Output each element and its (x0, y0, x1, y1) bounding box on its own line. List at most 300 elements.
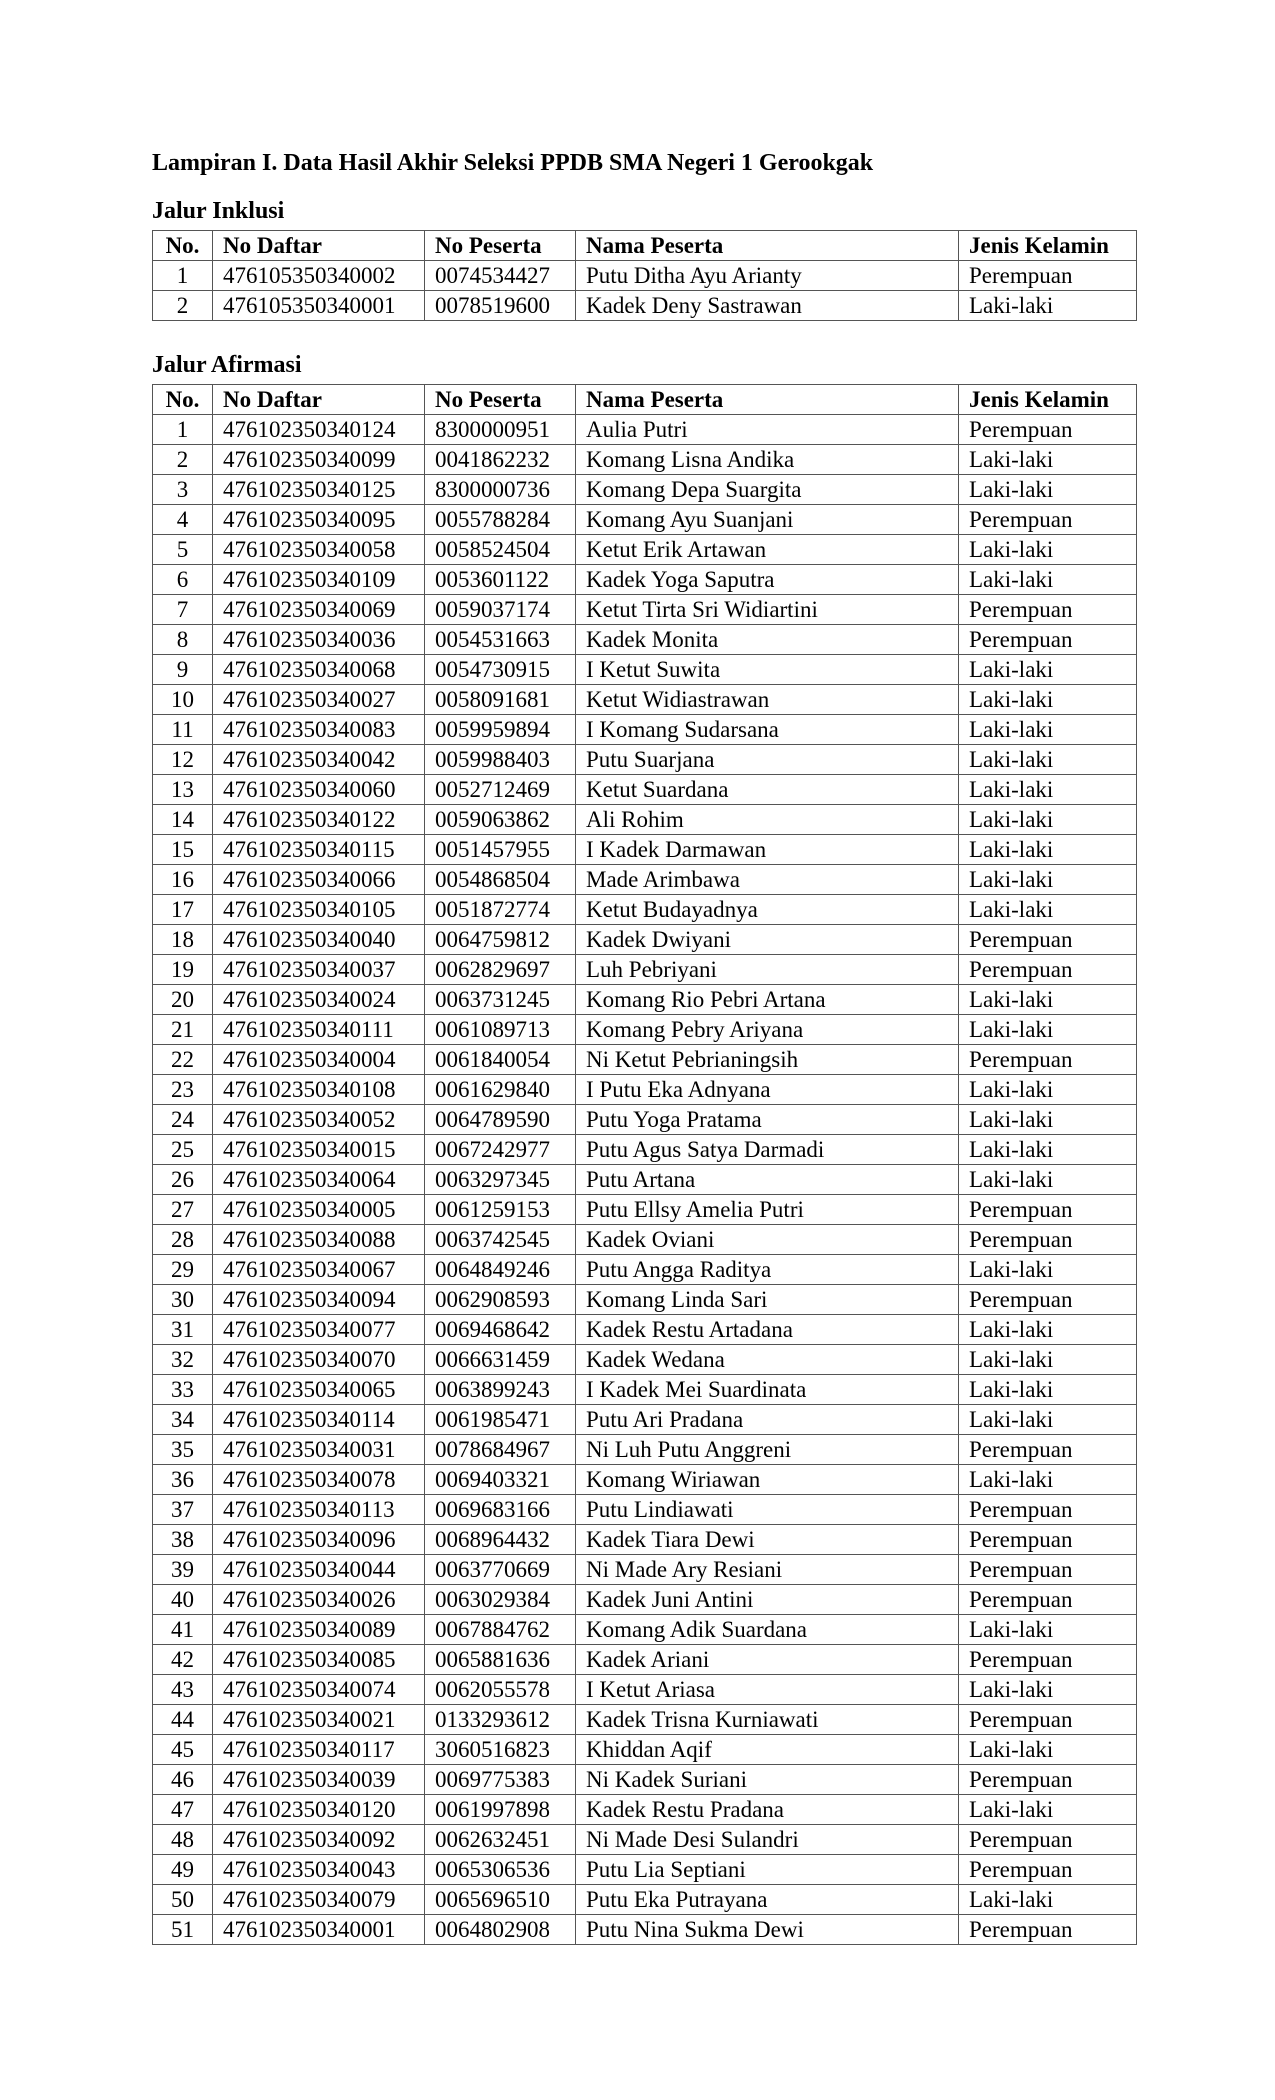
cell-nama-peserta: Kadek Juni Antini (576, 1585, 959, 1615)
cell-no-peserta: 8300000951 (425, 415, 576, 445)
table-row (153, 1585, 1137, 1615)
cell-jenis-kelamin: Laki-laki (959, 745, 1137, 775)
cell-no-peserta: 0054868504 (425, 865, 576, 895)
column-header-no-peserta: No Peserta (425, 231, 576, 261)
table-row (153, 1435, 1137, 1465)
cell-no-peserta: 0059037174 (425, 595, 576, 625)
cell-jenis-kelamin: Laki-laki (959, 291, 1137, 321)
page-title: Lampiran I. Data Hasil Akhir Seleksi PPDB SMA Negeri 1 Gerookgak (152, 150, 874, 176)
cell-jenis-kelamin: Laki-laki (959, 1165, 1137, 1195)
table-row (153, 1375, 1137, 1405)
table-row (153, 1795, 1137, 1825)
cell-nama-peserta: Kadek Dwiyani (576, 925, 959, 955)
cell-no-peserta: 0062632451 (425, 1825, 576, 1855)
cell-no-peserta: 0061259153 (425, 1195, 576, 1225)
cell-no-daftar: 476102350340074 (213, 1675, 425, 1705)
cell-no-daftar: 476102350340015 (213, 1135, 425, 1165)
cell-no-daftar: 476102350340021 (213, 1705, 425, 1735)
cell-nama-peserta: Kadek Wedana (576, 1345, 959, 1375)
column-header-nama-peserta: Nama Peserta (576, 231, 959, 261)
cell-jenis-kelamin: Laki-laki (959, 655, 1137, 685)
cell-nama-peserta: Ketut Erik Artawan (576, 535, 959, 565)
cell-no: 26 (153, 1165, 213, 1195)
cell-no-daftar: 476102350340096 (213, 1525, 425, 1555)
table-row (153, 1465, 1137, 1495)
cell-jenis-kelamin: Laki-laki (959, 1075, 1137, 1105)
cell-no: 8 (153, 625, 213, 655)
column-header-nama-peserta: Nama Peserta (576, 385, 959, 415)
cell-no-peserta: 0063742545 (425, 1225, 576, 1255)
cell-no-peserta: 0059959894 (425, 715, 576, 745)
cell-no-daftar: 476102350340108 (213, 1075, 425, 1105)
cell-nama-peserta: Kadek Trisna Kurniawati (576, 1705, 959, 1735)
cell-no-peserta: 0061840054 (425, 1045, 576, 1075)
table-row (153, 1165, 1137, 1195)
cell-no-daftar: 476102350340099 (213, 445, 425, 475)
cell-nama-peserta: Putu Lindiawati (576, 1495, 959, 1525)
cell-nama-peserta: Kadek Ariani (576, 1645, 959, 1675)
cell-no: 49 (153, 1855, 213, 1885)
cell-no-peserta: 0064759812 (425, 925, 576, 955)
cell-jenis-kelamin: Laki-laki (959, 1255, 1137, 1285)
cell-no-peserta: 0074534427 (425, 261, 576, 291)
cell-no-daftar: 476105350340001 (213, 291, 425, 321)
cell-jenis-kelamin: Laki-laki (959, 445, 1137, 475)
table-row (153, 1255, 1137, 1285)
cell-no-daftar: 476102350340005 (213, 1195, 425, 1225)
cell-nama-peserta: Putu Angga Raditya (576, 1255, 959, 1285)
cell-no-peserta: 0066631459 (425, 1345, 576, 1375)
cell-no: 51 (153, 1915, 213, 1945)
cell-no: 46 (153, 1765, 213, 1795)
cell-no-peserta: 0051457955 (425, 835, 576, 865)
cell-no-peserta: 8300000736 (425, 475, 576, 505)
cell-nama-peserta: Komang Ayu Suanjani (576, 505, 959, 535)
cell-jenis-kelamin: Laki-laki (959, 865, 1137, 895)
table-row (153, 1645, 1137, 1675)
table-row (153, 895, 1137, 925)
cell-no-daftar: 476102350340114 (213, 1405, 425, 1435)
cell-no-peserta: 3060516823 (425, 1735, 576, 1765)
cell-no-daftar: 476105350340002 (213, 261, 425, 291)
table-row (153, 715, 1137, 745)
column-header-no: No. (153, 231, 213, 261)
cell-no-peserta: 0065881636 (425, 1645, 576, 1675)
cell-no-daftar: 476102350340052 (213, 1105, 425, 1135)
cell-no-daftar: 476102350340069 (213, 595, 425, 625)
cell-nama-peserta: Luh Pebriyani (576, 955, 959, 985)
cell-no: 19 (153, 955, 213, 985)
cell-no: 11 (153, 715, 213, 745)
table-row (153, 1075, 1137, 1105)
cell-no: 50 (153, 1885, 213, 1915)
cell-nama-peserta: Kadek Deny Sastrawan (576, 291, 959, 321)
cell-nama-peserta: Aulia Putri (576, 415, 959, 445)
table-row (153, 1825, 1137, 1855)
cell-jenis-kelamin: Perempuan (959, 415, 1137, 445)
cell-no-daftar: 476102350340115 (213, 835, 425, 865)
table-header-row (153, 231, 1137, 261)
cell-no-daftar: 476102350340037 (213, 955, 425, 985)
cell-no-daftar: 476102350340036 (213, 625, 425, 655)
cell-nama-peserta: Kadek Yoga Saputra (576, 565, 959, 595)
cell-jenis-kelamin: Laki-laki (959, 685, 1137, 715)
cell-nama-peserta: Putu Nina Sukma Dewi (576, 1915, 959, 1945)
cell-nama-peserta: Putu Ari Pradana (576, 1405, 959, 1435)
cell-nama-peserta: Ni Made Ary Resiani (576, 1555, 959, 1585)
table-row (153, 1495, 1137, 1525)
cell-no: 9 (153, 655, 213, 685)
cell-no-daftar: 476102350340039 (213, 1765, 425, 1795)
cell-no-peserta: 0063731245 (425, 985, 576, 1015)
cell-jenis-kelamin: Laki-laki (959, 1105, 1137, 1135)
cell-no-daftar: 476102350340027 (213, 685, 425, 715)
cell-nama-peserta: Ketut Widiastrawan (576, 685, 959, 715)
column-header-jenis-kelamin: Jenis Kelamin (959, 385, 1137, 415)
cell-no: 40 (153, 1585, 213, 1615)
cell-no-peserta: 0051872774 (425, 895, 576, 925)
cell-no: 6 (153, 565, 213, 595)
cell-no-peserta: 0069775383 (425, 1765, 576, 1795)
cell-jenis-kelamin: Laki-laki (959, 985, 1137, 1015)
cell-jenis-kelamin: Laki-laki (959, 1315, 1137, 1345)
cell-no-peserta: 0054730915 (425, 655, 576, 685)
cell-no: 1 (153, 261, 213, 291)
cell-nama-peserta: Komang Wiriawan (576, 1465, 959, 1495)
cell-nama-peserta: Komang Pebry Ariyana (576, 1015, 959, 1045)
cell-nama-peserta: Putu Suarjana (576, 745, 959, 775)
cell-jenis-kelamin: Perempuan (959, 955, 1137, 985)
table-row (153, 925, 1137, 955)
afirmasi-table (152, 384, 1137, 1945)
cell-no-daftar: 476102350340044 (213, 1555, 425, 1585)
cell-jenis-kelamin: Perempuan (959, 1855, 1137, 1885)
cell-no: 2 (153, 291, 213, 321)
cell-jenis-kelamin: Laki-laki (959, 715, 1137, 745)
cell-jenis-kelamin: Laki-laki (959, 805, 1137, 835)
table-row (153, 1045, 1137, 1075)
table-row (153, 745, 1137, 775)
cell-no: 18 (153, 925, 213, 955)
cell-nama-peserta: Putu Ditha Ayu Arianty (576, 261, 959, 291)
cell-no: 29 (153, 1255, 213, 1285)
cell-jenis-kelamin: Laki-laki (959, 775, 1137, 805)
cell-no-peserta: 0062055578 (425, 1675, 576, 1705)
cell-nama-peserta: Kadek Monita (576, 625, 959, 655)
cell-no: 38 (153, 1525, 213, 1555)
cell-no: 21 (153, 1015, 213, 1045)
cell-jenis-kelamin: Perempuan (959, 1705, 1137, 1735)
cell-no: 27 (153, 1195, 213, 1225)
cell-no-daftar: 476102350340066 (213, 865, 425, 895)
table-row (153, 1315, 1137, 1345)
cell-no-peserta: 0063297345 (425, 1165, 576, 1195)
cell-nama-peserta: I Ketut Ariasa (576, 1675, 959, 1705)
cell-jenis-kelamin: Perempuan (959, 261, 1137, 291)
cell-no-peserta: 0067884762 (425, 1615, 576, 1645)
table-row (153, 1135, 1137, 1165)
cell-no-daftar: 476102350340111 (213, 1015, 425, 1045)
cell-no: 36 (153, 1465, 213, 1495)
cell-jenis-kelamin: Laki-laki (959, 1375, 1137, 1405)
cell-no-peserta: 0063029384 (425, 1585, 576, 1615)
cell-nama-peserta: Made Arimbawa (576, 865, 959, 895)
column-header-no: No. (153, 385, 213, 415)
cell-no-daftar: 476102350340040 (213, 925, 425, 955)
cell-nama-peserta: Komang Rio Pebri Artana (576, 985, 959, 1015)
cell-no: 43 (153, 1675, 213, 1705)
cell-no: 22 (153, 1045, 213, 1075)
table-row (153, 1915, 1137, 1945)
cell-no-peserta: 0064849246 (425, 1255, 576, 1285)
cell-no-daftar: 476102350340094 (213, 1285, 425, 1315)
cell-no: 2 (153, 445, 213, 475)
cell-jenis-kelamin: Laki-laki (959, 1735, 1137, 1765)
cell-jenis-kelamin: Laki-laki (959, 475, 1137, 505)
cell-nama-peserta: Kadek Tiara Dewi (576, 1525, 959, 1555)
cell-no: 3 (153, 475, 213, 505)
cell-jenis-kelamin: Perempuan (959, 1555, 1137, 1585)
table-row (153, 1015, 1137, 1045)
cell-no-peserta: 0078684967 (425, 1435, 576, 1465)
cell-nama-peserta: Ni Luh Putu Anggreni (576, 1435, 959, 1465)
cell-no-peserta: 0065306536 (425, 1855, 576, 1885)
cell-no-peserta: 0061985471 (425, 1405, 576, 1435)
cell-no-daftar: 476102350340125 (213, 475, 425, 505)
cell-jenis-kelamin: Perempuan (959, 1225, 1137, 1255)
cell-jenis-kelamin: Perempuan (959, 595, 1137, 625)
cell-jenis-kelamin: Perempuan (959, 925, 1137, 955)
table-row (153, 445, 1137, 475)
table-row (153, 835, 1137, 865)
cell-jenis-kelamin: Laki-laki (959, 565, 1137, 595)
cell-no: 24 (153, 1105, 213, 1135)
cell-no-daftar: 476102350340078 (213, 1465, 425, 1495)
cell-jenis-kelamin: Perempuan (959, 505, 1137, 535)
table-row (153, 595, 1137, 625)
cell-no-daftar: 476102350340092 (213, 1825, 425, 1855)
cell-no: 7 (153, 595, 213, 625)
cell-nama-peserta: Putu Yoga Pratama (576, 1105, 959, 1135)
cell-no-daftar: 476102350340088 (213, 1225, 425, 1255)
cell-jenis-kelamin: Perempuan (959, 1285, 1137, 1315)
cell-no-peserta: 0058091681 (425, 685, 576, 715)
cell-jenis-kelamin: Laki-laki (959, 1675, 1137, 1705)
cell-nama-peserta: Komang Lisna Andika (576, 445, 959, 475)
cell-no: 23 (153, 1075, 213, 1105)
cell-nama-peserta: Ketut Suardana (576, 775, 959, 805)
cell-no: 34 (153, 1405, 213, 1435)
table-row (153, 1705, 1137, 1735)
cell-no: 35 (153, 1435, 213, 1465)
cell-nama-peserta: Putu Lia Septiani (576, 1855, 959, 1885)
table-row (153, 865, 1137, 895)
cell-no: 33 (153, 1375, 213, 1405)
cell-nama-peserta: Putu Eka Putrayana (576, 1885, 959, 1915)
table-row (153, 1405, 1137, 1435)
cell-no-peserta: 0063899243 (425, 1375, 576, 1405)
cell-no-peserta: 0059988403 (425, 745, 576, 775)
cell-no-peserta: 0058524504 (425, 535, 576, 565)
table-row (153, 1525, 1137, 1555)
cell-no-daftar: 476102350340095 (213, 505, 425, 535)
column-header-jenis-kelamin: Jenis Kelamin (959, 231, 1137, 261)
cell-no-peserta: 0069403321 (425, 1465, 576, 1495)
cell-no-daftar: 476102350340085 (213, 1645, 425, 1675)
cell-no: 39 (153, 1555, 213, 1585)
table-row (153, 535, 1137, 565)
cell-jenis-kelamin: Perempuan (959, 1045, 1137, 1075)
cell-no-daftar: 476102350340026 (213, 1585, 425, 1615)
cell-jenis-kelamin: Laki-laki (959, 835, 1137, 865)
cell-no: 5 (153, 535, 213, 565)
cell-no-peserta: 0067242977 (425, 1135, 576, 1165)
cell-nama-peserta: Ketut Budayadnya (576, 895, 959, 925)
cell-nama-peserta: Ni Made Desi Sulandri (576, 1825, 959, 1855)
table-row (153, 1855, 1137, 1885)
table-row (153, 1195, 1137, 1225)
table-row (153, 261, 1137, 291)
table-row (153, 805, 1137, 835)
cell-no-daftar: 476102350340124 (213, 415, 425, 445)
cell-no-daftar: 476102350340077 (213, 1315, 425, 1345)
table-row (153, 685, 1137, 715)
cell-no-daftar: 476102350340042 (213, 745, 425, 775)
table-header-row (153, 385, 1137, 415)
cell-no-peserta: 0061629840 (425, 1075, 576, 1105)
cell-nama-peserta: Komang Depa Suargita (576, 475, 959, 505)
table-row (153, 1735, 1137, 1765)
cell-no-daftar: 476102350340070 (213, 1345, 425, 1375)
table-row (153, 1615, 1137, 1645)
cell-no-daftar: 476102350340001 (213, 1915, 425, 1945)
cell-no-peserta: 0052712469 (425, 775, 576, 805)
inklusi-table (152, 230, 1137, 321)
cell-no: 4 (153, 505, 213, 535)
cell-jenis-kelamin: Perempuan (959, 1915, 1137, 1945)
cell-jenis-kelamin: Laki-laki (959, 1795, 1137, 1825)
cell-no-daftar: 476102350340109 (213, 565, 425, 595)
table-row (153, 291, 1137, 321)
cell-no: 31 (153, 1315, 213, 1345)
cell-jenis-kelamin: Perempuan (959, 1495, 1137, 1525)
cell-no-peserta: 0064789590 (425, 1105, 576, 1135)
cell-no: 42 (153, 1645, 213, 1675)
cell-no-daftar: 476102350340004 (213, 1045, 425, 1075)
table-row (153, 625, 1137, 655)
cell-nama-peserta: I Putu Eka Adnyana (576, 1075, 959, 1105)
cell-no-daftar: 476102350340122 (213, 805, 425, 835)
cell-nama-peserta: I Kadek Darmawan (576, 835, 959, 865)
cell-no-daftar: 476102350340089 (213, 1615, 425, 1645)
cell-nama-peserta: Kadek Restu Pradana (576, 1795, 959, 1825)
cell-no: 10 (153, 685, 213, 715)
cell-no-daftar: 476102350340079 (213, 1885, 425, 1915)
table-row (153, 1105, 1137, 1135)
cell-no-peserta: 0063770669 (425, 1555, 576, 1585)
table-row (153, 1765, 1137, 1795)
cell-jenis-kelamin: Laki-laki (959, 1615, 1137, 1645)
table-row (153, 475, 1137, 505)
cell-no-peserta: 0062908593 (425, 1285, 576, 1315)
column-header-no-daftar: No Daftar (213, 231, 425, 261)
cell-no-daftar: 476102350340113 (213, 1495, 425, 1525)
table-row (153, 955, 1137, 985)
cell-no: 16 (153, 865, 213, 895)
table-row (153, 1675, 1137, 1705)
cell-jenis-kelamin: Perempuan (959, 1585, 1137, 1615)
column-header-no-peserta: No Peserta (425, 385, 576, 415)
cell-no-peserta: 0062829697 (425, 955, 576, 985)
table-row (153, 655, 1137, 685)
cell-nama-peserta: Komang Linda Sari (576, 1285, 959, 1315)
column-header-no-daftar: No Daftar (213, 385, 425, 415)
cell-no-daftar: 476102350340058 (213, 535, 425, 565)
cell-no: 41 (153, 1615, 213, 1645)
cell-no: 1 (153, 415, 213, 445)
cell-no-daftar: 476102350340065 (213, 1375, 425, 1405)
cell-jenis-kelamin: Laki-laki (959, 535, 1137, 565)
cell-jenis-kelamin: Perempuan (959, 1765, 1137, 1795)
cell-no-peserta: 0054531663 (425, 625, 576, 655)
cell-no: 13 (153, 775, 213, 805)
cell-jenis-kelamin: Laki-laki (959, 895, 1137, 925)
cell-nama-peserta: Kadek Oviani (576, 1225, 959, 1255)
cell-no: 15 (153, 835, 213, 865)
cell-nama-peserta: Putu Agus Satya Darmadi (576, 1135, 959, 1165)
section-title-afirmasi: Jalur Afirmasi (152, 352, 302, 378)
cell-no-daftar: 476102350340068 (213, 655, 425, 685)
cell-nama-peserta: I Kadek Mei Suardinata (576, 1375, 959, 1405)
cell-no: 44 (153, 1705, 213, 1735)
table-row (153, 565, 1137, 595)
cell-jenis-kelamin: Perempuan (959, 1825, 1137, 1855)
table-row (153, 415, 1137, 445)
cell-no: 14 (153, 805, 213, 835)
cell-no: 12 (153, 745, 213, 775)
cell-no-peserta: 0061089713 (425, 1015, 576, 1045)
cell-no-peserta: 0064802908 (425, 1915, 576, 1945)
cell-no-peserta: 0069468642 (425, 1315, 576, 1345)
cell-jenis-kelamin: Laki-laki (959, 1135, 1137, 1165)
table-row (153, 1345, 1137, 1375)
cell-jenis-kelamin: Laki-laki (959, 1345, 1137, 1375)
cell-no: 30 (153, 1285, 213, 1315)
cell-nama-peserta: Ni Kadek Suriani (576, 1765, 959, 1795)
cell-no-peserta: 0133293612 (425, 1705, 576, 1735)
cell-no: 17 (153, 895, 213, 925)
cell-no: 28 (153, 1225, 213, 1255)
cell-no: 25 (153, 1135, 213, 1165)
cell-no: 47 (153, 1795, 213, 1825)
cell-jenis-kelamin: Perempuan (959, 1525, 1137, 1555)
cell-nama-peserta: I Ketut Suwita (576, 655, 959, 685)
cell-no: 48 (153, 1825, 213, 1855)
cell-jenis-kelamin: Laki-laki (959, 1465, 1137, 1495)
cell-no-peserta: 0041862232 (425, 445, 576, 475)
cell-no: 20 (153, 985, 213, 1015)
cell-no-peserta: 0065696510 (425, 1885, 576, 1915)
cell-no-peserta: 0053601122 (425, 565, 576, 595)
section-title-inklusi: Jalur Inklusi (152, 198, 285, 224)
cell-no-daftar: 476102350340105 (213, 895, 425, 925)
cell-no-peserta: 0078519600 (425, 291, 576, 321)
table-row (153, 505, 1137, 535)
cell-no-daftar: 476102350340031 (213, 1435, 425, 1465)
cell-nama-peserta: Putu Artana (576, 1165, 959, 1195)
cell-nama-peserta: I Komang Sudarsana (576, 715, 959, 745)
cell-no-peserta: 0055788284 (425, 505, 576, 535)
